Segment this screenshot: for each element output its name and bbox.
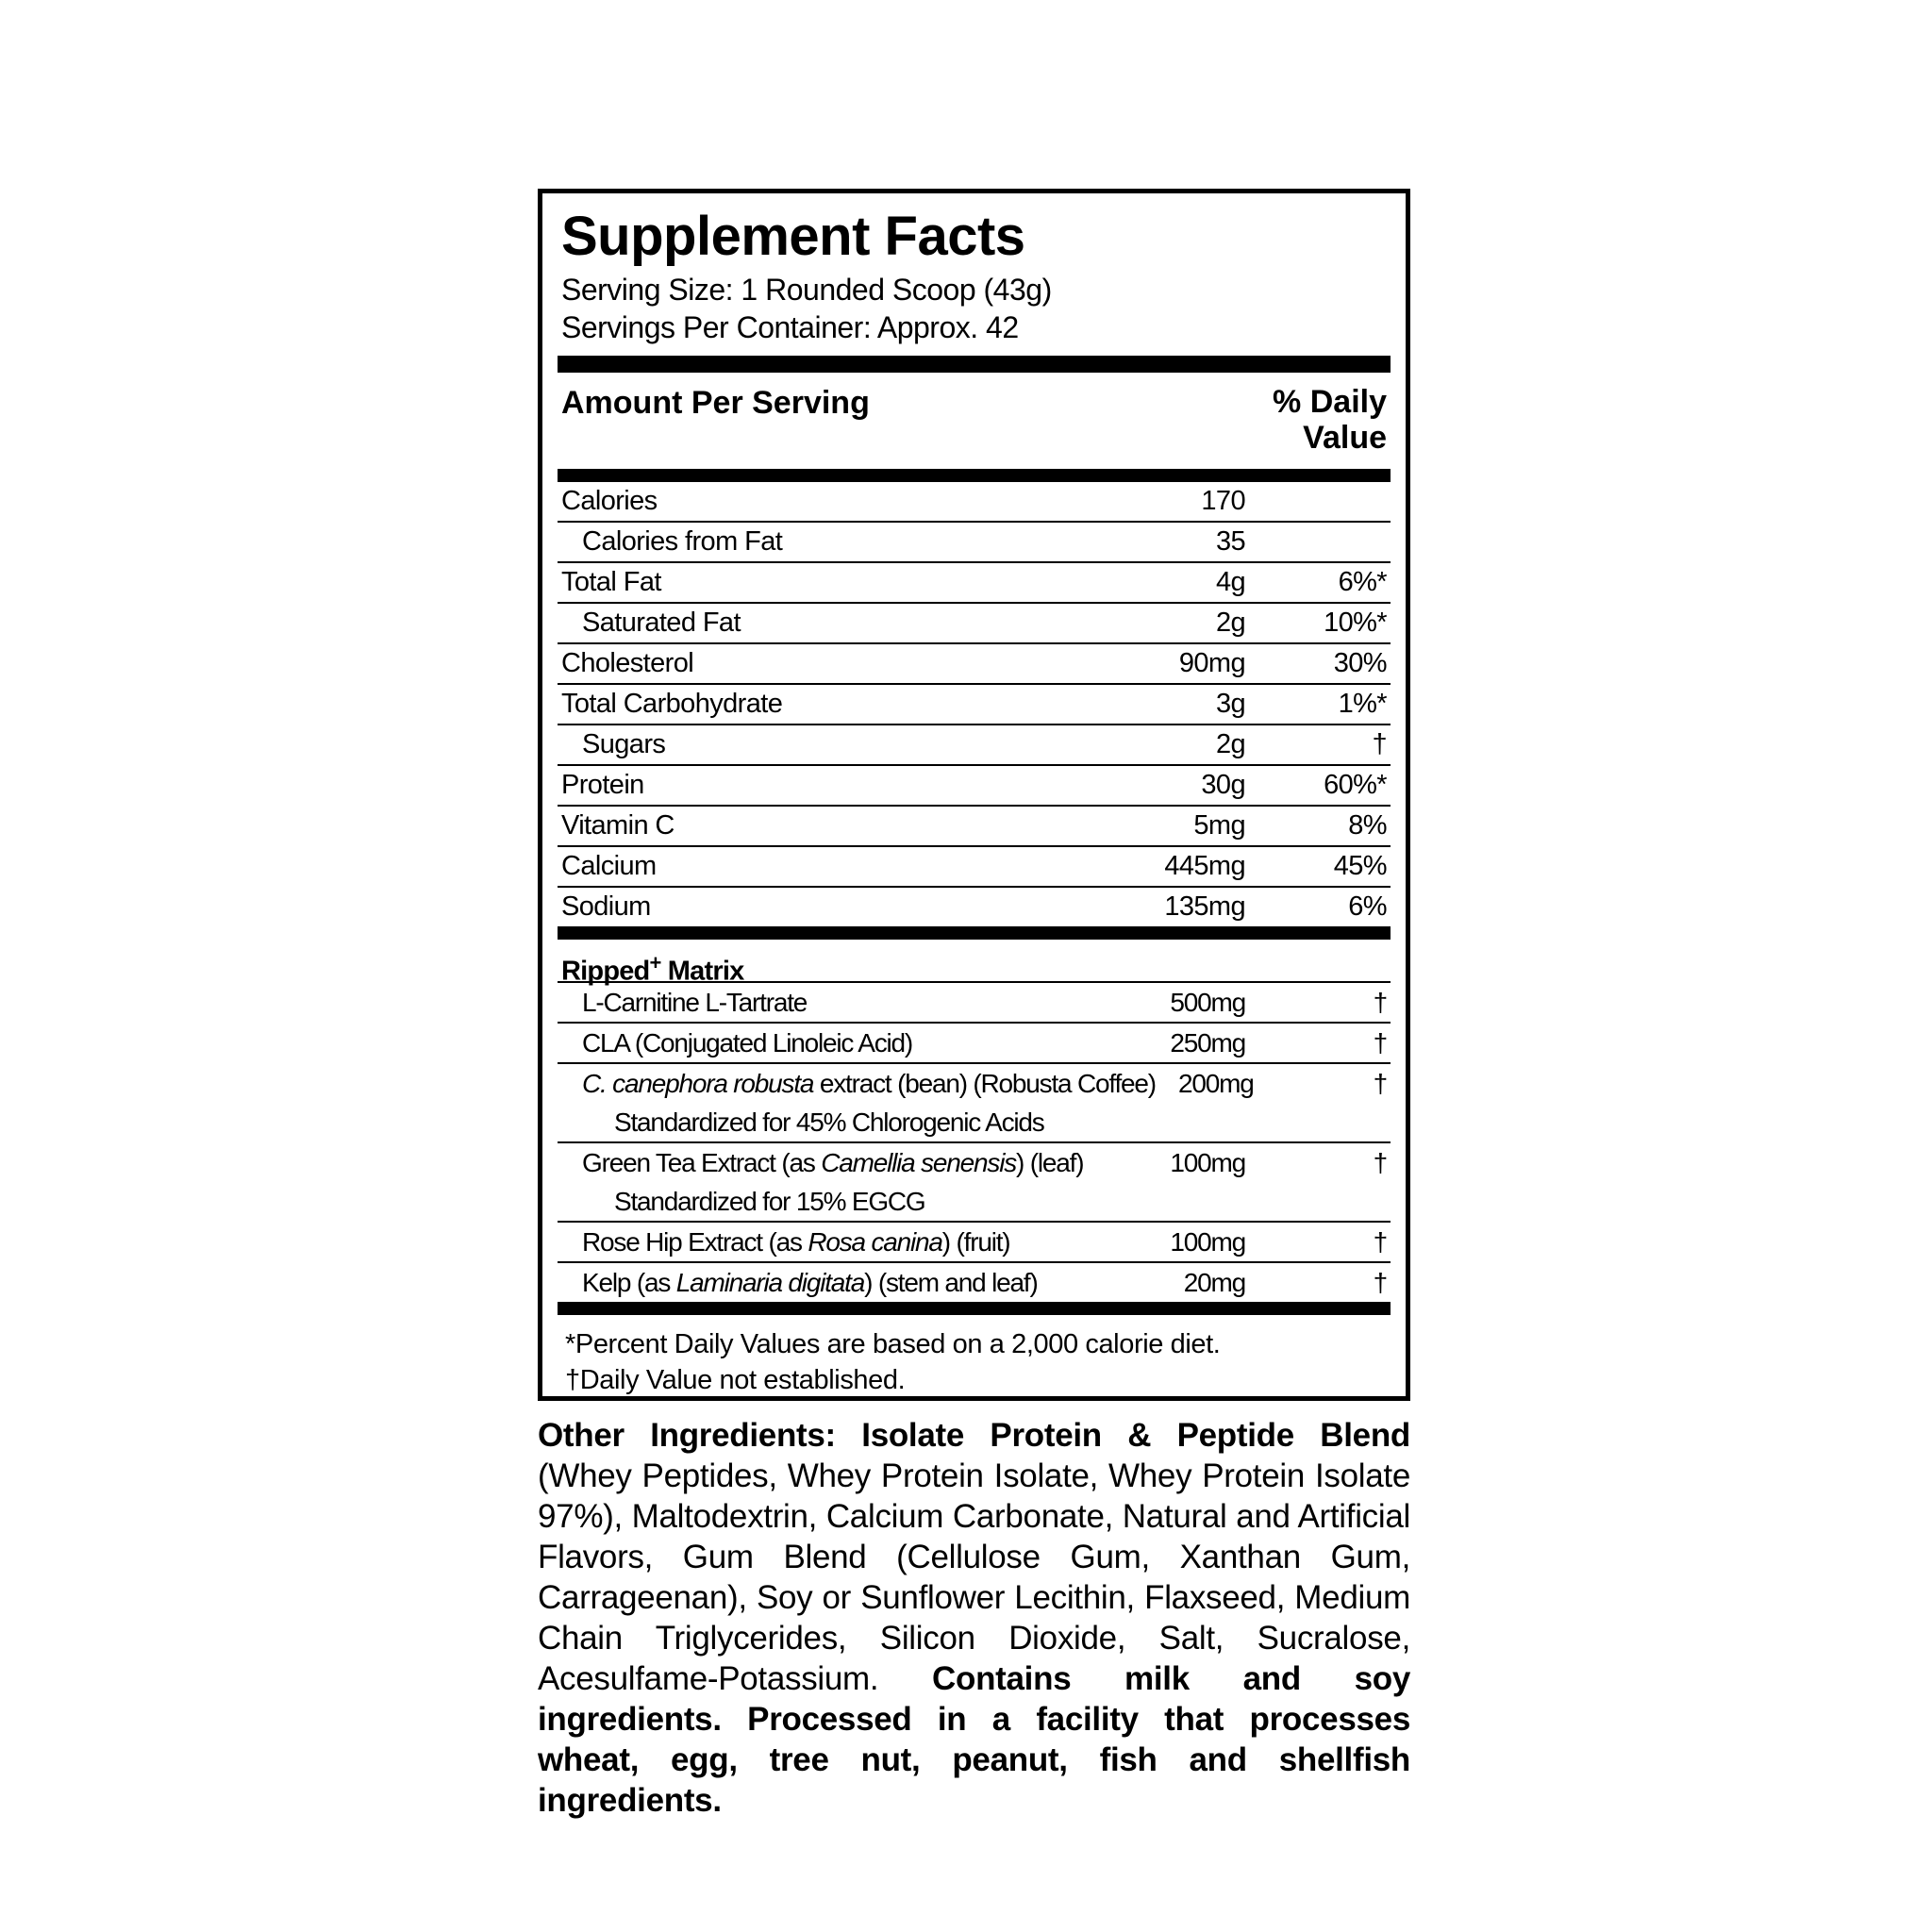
nutrient-name: Calories from Fat bbox=[582, 526, 783, 557]
nutrient-amount: 135mg bbox=[1164, 891, 1245, 922]
matrix-item-name bbox=[558, 1268, 1141, 1298]
nutrient-dv: 6% bbox=[1348, 891, 1387, 922]
amount-per-serving-label: Amount Per Serving bbox=[561, 385, 870, 421]
nutrient-dv: † bbox=[1372, 729, 1387, 759]
divider-header bbox=[558, 469, 1391, 482]
matrix-item-amount: 250mg bbox=[1170, 1027, 1245, 1058]
nutrient-name: Cholesterol bbox=[561, 648, 694, 678]
matrix-item-dv: † bbox=[1373, 1147, 1387, 1177]
matrix-row bbox=[558, 1223, 1391, 1263]
servings-per-container: Servings Per Container: Approx. 42 bbox=[561, 310, 1019, 344]
nutrient-name: Total Carbohydrate bbox=[561, 689, 783, 719]
matrix-item-amount: 100mg bbox=[1170, 1147, 1245, 1177]
nutrient-dv: 30% bbox=[1333, 648, 1387, 678]
matrix-item-amount: 100mg bbox=[1170, 1226, 1245, 1257]
matrix-item-name-rest: ) (leaf) bbox=[1016, 1147, 1084, 1177]
nutrient-amount: 30g bbox=[1201, 770, 1245, 800]
matrix-item-name-pre: Kelp (as bbox=[582, 1267, 676, 1297]
matrix-item-name bbox=[558, 1227, 1141, 1257]
divider-matrix bbox=[558, 926, 1391, 940]
nutrient-row bbox=[558, 847, 1391, 888]
nutrient-dv: 8% bbox=[1348, 810, 1387, 841]
matrix-item-dv: † bbox=[1373, 1027, 1387, 1058]
matrix-item-name-italic: Rosa canina bbox=[808, 1226, 942, 1257]
nutrient-name: Sodium bbox=[561, 891, 651, 922]
serving-size: Serving Size: 1 Rounded Scoop (43g) bbox=[561, 273, 1052, 307]
nutrient-name: Saturated Fat bbox=[582, 608, 741, 638]
supplement-facts-panel bbox=[538, 189, 1410, 1401]
matrix-title-suffix: Matrix bbox=[660, 956, 744, 987]
matrix-item-dv: † bbox=[1373, 1267, 1387, 1297]
nutrient-dv: 45% bbox=[1333, 851, 1387, 881]
footnote-dagger: †Daily Value not established. bbox=[565, 1365, 906, 1395]
nutrient-amount: 3g bbox=[1215, 689, 1245, 719]
matrix-table bbox=[558, 983, 1391, 1302]
matrix-row bbox=[558, 1263, 1391, 1302]
matrix-item-standardization: Standardized for 45% Chlorogenic Acids bbox=[614, 1107, 1044, 1137]
nutrient-amount: 170 bbox=[1201, 486, 1245, 516]
footnote-daily-values: *Percent Daily Values are based on a 2,000 calorie diet. bbox=[565, 1329, 1221, 1359]
nutrient-row bbox=[558, 644, 1391, 685]
nutrient-amount: 35 bbox=[1215, 526, 1245, 557]
allergen-warning: Contains milk and soy ingredients. Processed in a facility that processes wheat, egg, tree nut, peanut, fish and shellfish ingredients. bbox=[538, 1660, 1410, 1819]
nutrient-amount: 2g bbox=[1215, 729, 1245, 759]
nutrient-amount: 5mg bbox=[1193, 810, 1245, 841]
nutrient-dv: 10%* bbox=[1324, 608, 1387, 638]
other-ingredients bbox=[538, 1415, 1410, 1821]
matrix-item-amount: 20mg bbox=[1183, 1267, 1245, 1297]
matrix-title-sup: + bbox=[649, 951, 661, 974]
nutrient-row bbox=[558, 604, 1391, 644]
nutrient-row bbox=[558, 766, 1391, 807]
daily-value-line2: Value bbox=[1303, 420, 1387, 456]
table-header bbox=[558, 373, 1391, 469]
matrix-title bbox=[558, 940, 1391, 987]
nutrient-amount: 90mg bbox=[1178, 648, 1245, 678]
matrix-sub-row bbox=[558, 1103, 1391, 1143]
matrix-item-dv: † bbox=[1373, 987, 1387, 1017]
nutrient-name: Sugars bbox=[582, 729, 666, 759]
ingredients-list: (Whey Peptides, Whey Protein Isolate, Whey Protein Isolate 97%), Maltodextrin, Calcium Carbonate, Natural and Artificial Flavors, Gum Blend (Cellulose Gum, Xanthan Gum, Carrageenan), Soy or Sunflower Lecithin, Flaxseed, Medium Chain Triglycerides, Silicon Dioxide, Salt, Sucralose, Acesulfame-Potassium. bbox=[538, 1457, 1410, 1697]
matrix-item-name-pre: Green Tea Extract (as bbox=[582, 1147, 822, 1177]
nutrient-row bbox=[558, 482, 1391, 523]
matrix-item-name-pre: Rose Hip Extract (as bbox=[582, 1226, 808, 1257]
matrix-row bbox=[558, 1024, 1391, 1064]
nutrient-name: Calories bbox=[561, 486, 658, 516]
nutrient-name: Protein bbox=[561, 770, 644, 800]
nutrient-amount: 2g bbox=[1215, 608, 1245, 638]
matrix-item-name: L-Carnitine L-Tartrate bbox=[582, 987, 808, 1017]
matrix-row bbox=[558, 983, 1391, 1024]
nutrient-amount: 445mg bbox=[1164, 851, 1245, 881]
matrix-item-name bbox=[558, 1148, 1141, 1178]
nutrient-row bbox=[558, 563, 1391, 604]
nutrient-row bbox=[558, 888, 1391, 926]
matrix-item-amount: 200mg bbox=[1177, 1068, 1254, 1098]
nutrient-row bbox=[558, 685, 1391, 725]
daily-value-line1: % Daily bbox=[1273, 384, 1387, 420]
nutrient-dv: 1%* bbox=[1338, 689, 1387, 719]
nutrient-name: Total Fat bbox=[561, 567, 661, 597]
divider-footnotes bbox=[558, 1302, 1391, 1315]
nutrient-row bbox=[558, 807, 1391, 847]
matrix-item-dv: † bbox=[1373, 1068, 1387, 1098]
daily-value-label bbox=[1236, 384, 1387, 456]
ingredients-label: Other Ingredients: Isolate Protein & Peptide Blend bbox=[538, 1417, 1410, 1454]
matrix-row bbox=[558, 1143, 1391, 1182]
matrix-item-name-italic: Camellia senensis bbox=[821, 1147, 1017, 1177]
nutrient-name: Calcium bbox=[561, 851, 657, 881]
matrix-item-dv: † bbox=[1373, 1226, 1387, 1257]
nutrient-amount: 4g bbox=[1215, 567, 1245, 597]
divider-thick bbox=[558, 356, 1391, 373]
nutrient-dv: 6%* bbox=[1338, 567, 1387, 597]
matrix-item-name bbox=[558, 1069, 1156, 1099]
matrix-sub-row bbox=[558, 1182, 1391, 1223]
matrix-item-amount: 500mg bbox=[1170, 987, 1245, 1017]
nutrient-row bbox=[558, 725, 1391, 766]
matrix-item-name-rest: ) (fruit) bbox=[941, 1226, 1010, 1257]
nutrient-dv: 60%* bbox=[1324, 770, 1387, 800]
nutrient-row bbox=[558, 523, 1391, 563]
panel-title: Supplement Facts bbox=[561, 206, 1025, 267]
matrix-item-standardization: Standardized for 15% EGCG bbox=[614, 1186, 925, 1216]
matrix-item-name: CLA (Conjugated Linoleic Acid) bbox=[582, 1027, 913, 1058]
matrix-item-name-rest: extract (bean) (Robusta Coffee) bbox=[813, 1068, 1156, 1098]
matrix-title-name: Ripped bbox=[561, 956, 650, 987]
matrix-row bbox=[558, 1064, 1391, 1103]
footnotes bbox=[558, 1315, 1391, 1398]
matrix-item-name-rest: ) (stem and leaf) bbox=[864, 1267, 1038, 1297]
nutrient-name: Vitamin C bbox=[561, 810, 675, 841]
matrix-item-name-italic: C. canephora robusta bbox=[582, 1068, 814, 1098]
nutrient-table bbox=[558, 482, 1391, 926]
matrix-item-name-italic: Laminaria digitata bbox=[675, 1267, 865, 1297]
